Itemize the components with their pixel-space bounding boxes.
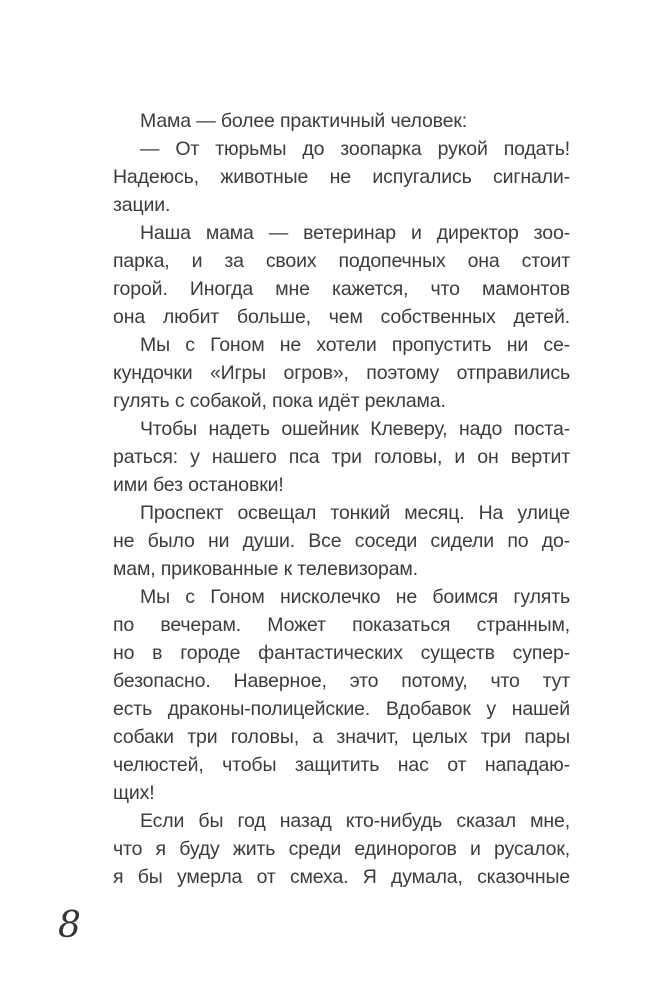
text-line: горой. Иногда мне кажется, что мамонтов xyxy=(113,278,570,300)
text-line: щих! xyxy=(113,782,155,804)
text-line: челюстей, чтобы защитить нас от нападаю- xyxy=(113,754,570,776)
page-text xyxy=(113,107,570,891)
text-line: Проспект освещал тонкий месяц. На улице xyxy=(140,502,570,524)
text-line: есть драконы-полицейские. Вдобавок у нашей xyxy=(113,698,570,720)
text-line: я бы умерла от смеха. Я думала, сказочные xyxy=(113,866,570,888)
text-line: Надеюсь, животные не испугались сигнали- xyxy=(113,166,570,188)
text-line: зации. xyxy=(113,194,171,216)
text-line: Мы с Гоном нисколечко не боимся гулять xyxy=(140,586,570,608)
text-line: по вечерам. Может показаться странным, xyxy=(113,614,570,636)
text-line: раться: у нашего пса три головы, и он вертит xyxy=(113,446,570,468)
page-number: 8 xyxy=(58,905,81,946)
text-line: но в городе фантастических существ супер- xyxy=(113,642,570,664)
text-line: гулять с собакой, пока идёт реклама. xyxy=(113,390,446,412)
text-line: она любит больше, чем собственных детей. xyxy=(113,306,570,328)
text-line: что я буду жить среди единорогов и русалок, xyxy=(113,838,570,860)
text-line: Мы с Гоном не хотели пропустить ни се- xyxy=(140,334,570,356)
paragraph xyxy=(113,807,570,891)
paragraph xyxy=(113,219,570,331)
paragraph xyxy=(113,583,570,807)
text-line: Чтобы надеть ошейник Клеверу, надо поста- xyxy=(140,418,570,440)
paragraph xyxy=(113,331,570,415)
text-line: безопасно. Наверное, это потому, что тут xyxy=(113,670,570,692)
paragraph xyxy=(113,415,570,499)
text-line: ими без остановки! xyxy=(113,474,284,496)
text-line: парка, и за своих подопечных она стоит xyxy=(113,250,570,272)
text-line: — От тюрьмы до зоопарка рукой подать! xyxy=(140,138,570,160)
text-line: мам, прикованные к телевизорам. xyxy=(113,558,418,580)
paragraph xyxy=(113,107,570,135)
text-line: собаки три головы, а значит, целых три пары xyxy=(113,726,570,748)
paragraph xyxy=(113,135,570,219)
text-line: Если бы год назад кто-нибудь сказал мне, xyxy=(140,810,570,832)
text-line: не было ни души. Все соседи сидели по до- xyxy=(113,530,570,552)
paragraph xyxy=(113,499,570,583)
text-line: Мама — более практичный человек: xyxy=(140,110,467,132)
text-line: Наша мама — ветеринар и директор зоо- xyxy=(140,222,570,244)
text-line: кундочки «Игры огров», поэтому отправились xyxy=(113,362,570,384)
